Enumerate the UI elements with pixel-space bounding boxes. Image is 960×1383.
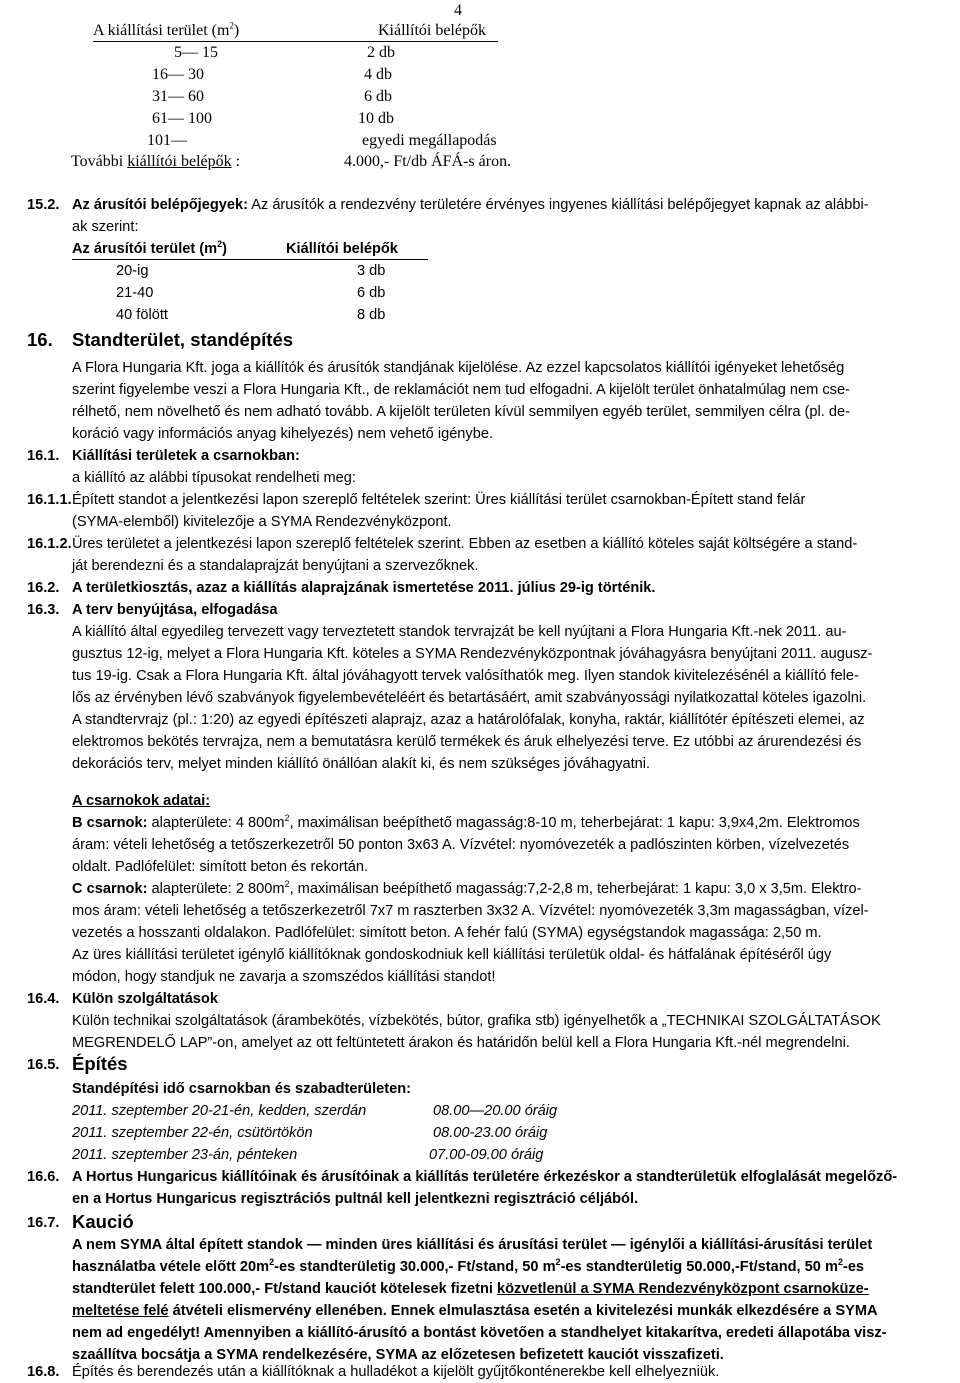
section-16-8-number: 16.8. — [27, 1364, 60, 1380]
section-16-line: koráció vagy információs anyag kihelyezés) nem vehető igénybe. — [72, 426, 494, 442]
section-16-4-title: Külön szolgáltatások — [72, 991, 218, 1007]
section-16-7-title: Kaució — [72, 1211, 134, 1232]
section-16-1-2-line: Üres területet a jelentkezési lapon szereplő feltételek szerint. Ebben az esetben a kiállító köteles saját költségére a stand- — [72, 536, 858, 552]
section-16-7-number: 16.7. — [27, 1215, 60, 1231]
section-16-1-2-line: ját berendezni és a standalaprajzát benyújtani a szervezőknek. — [72, 558, 479, 574]
seller-range: 21-40 — [116, 285, 154, 301]
section-16-line: szerint figyelembe veszi a Flora Hungaria Kft., de reklamációt nem tud elfogadni. A kijelölt terület önhatalmúlag nem cse- — [72, 382, 850, 398]
section-16-number: 16. — [27, 329, 53, 350]
empty-area-line: módon, hogy standjuk ne zavarja a szomszédos kiállítási standot! — [72, 969, 496, 985]
expo-table-head-underline — [93, 41, 498, 42]
section-16-3-line: A standtervrajz (pl.: 1:20) az egyedi építészeti alaprajz, azaz a határolófalak, konyha, raktár, kiállítótér építészeti elemei, az — [72, 712, 865, 728]
section-16-3-line: tus 19-ig. Csak a Flora Hungaria Kft. által jóváhagyott tervek valósíthatók meg. Ilyen standok kivitelezésénél a kiállító fele- — [72, 668, 859, 684]
seller-value: 6 db — [357, 285, 386, 301]
expo-range: 61— 100 — [152, 110, 212, 127]
section-16-1-1-line: (SYMA-elemből) kivitelezője a SYMA Rendezvényközpont. — [72, 514, 452, 530]
section-16-6-line: A Hortus Hungaricus kiállítóinak és árusítóinak a kiállítás területére érkezéskor a standterületük elfoglalását megelőző- — [72, 1169, 898, 1185]
build-time: 08.00-23.00 óráig — [433, 1125, 548, 1141]
expo-range: 16— 30 — [152, 66, 204, 83]
expo-table-head-left: A kiállítási terület $(m^2)$ — [93, 20, 240, 39]
build-time: 07.00-09.00 óráig — [429, 1147, 544, 1163]
expo-range: 101— — [147, 132, 187, 149]
seller-range: 40 fölött — [116, 307, 168, 323]
section-16-8-text: Építés és berendezés után a kiállítóknak a hulladékot a kijelölt gyűjtőkonténerekbe kell elhelyezniük. — [72, 1364, 720, 1380]
build-date: 2011. szeptember 22-én, csütörtökön — [72, 1125, 313, 1141]
section-16-3-line: lős az érvényben lévő szabványok figyelembevételéért és betartásáért, amit szabványossági nyilatkozattal köteles igazolni. — [72, 690, 867, 706]
seller-table-head-right: Kiállítói belépők — [286, 241, 398, 257]
build-date: 2011. szeptember 20-21-én, kedden, szerdán — [72, 1103, 367, 1119]
hall-b-line: B csarnok: alapterülete: 4 $800m^2$, maximálisan beépíthető magasság:8-10 m, teherbejárat: 1 kapu: 3,9x4,2m. Elektromos — [72, 813, 860, 831]
deposit-line: nem ad engedélyt! Amennyiben a kiállító-árusító a bontást követően a standhelyet kitakarítva, eredeti állapotába visz- — [72, 1325, 887, 1341]
section-16-1-1-number: 16.1.1. — [27, 492, 72, 508]
seller-table-head-left: Az árusítói terület $(m^2)$ — [72, 239, 228, 257]
section-16-3-line: elektromos bekötés tervrajza, nem a bemutatásra kerülő termékek és áruk elhelyezési terve. Ez utóbbi az árurendezési és — [72, 734, 862, 750]
section-15-2-line-1: Az árusítói belépőjegyek: Az árusítók a rendezvény területére érvényes ingyenes kiállítási belépőjegyet kapnak az alábbi- — [72, 197, 869, 213]
section-16-line: rélhető, nem növelhető és nem adható tovább. A kijelölt területen kívül semmilyen egyéb terület, semmilyen célra (pl. de- — [72, 404, 850, 420]
section-16-title: Standterület, standépítés — [72, 329, 294, 350]
deposit-line: meltetése felé átvételi elismervény ellenében. Ennek elmulasztása esetén a kivitelezési munkák elkezdésére a SYMA — [72, 1303, 878, 1319]
deposit-line: A nem SYMA által épített standok — minden üres kiállítási és árusítási terület — igénylői a kiállítási-árusítási terület — [72, 1237, 873, 1253]
section-16-5-number: 16.5. — [27, 1057, 60, 1073]
section-16-1-1-line: Épített standot a jelentkezési lapon szereplő feltételek szerint: Üres kiállítási terület csarnokban-Épített stand felár — [72, 492, 806, 508]
section-16-1-text: a kiállító az alábbi típusokat rendelheti meg: — [72, 470, 356, 486]
section-16-line: A Flora Hungaria Kft. joga a kiállítók és árusítók standjának kijelölése. Az ezzel kapcsolatos kiállítói igényeket lehetőség — [72, 360, 845, 376]
expo-table-head-right: Kiállítói belépők — [378, 22, 486, 39]
expo-value: 4 db — [364, 66, 392, 83]
hall-b-line: áram: vételi lehetőség a tetőszerkezetről 50 ponton 3x63 A. Vízvétel: nyomóvezeték a padlószinten körben, vízelvezetés — [72, 837, 850, 853]
deposit-line: standterület felett 100.000,- Ft/stand kauciót kötelesek fizetni közvetlenül a SYMA Rendezvényközpont csarnoküze- — [72, 1281, 869, 1297]
seller-value: 8 db — [357, 307, 386, 323]
deposit-line: használatba vétele előtt $20m^2-es$ standterületig 30.000,- Ft/stand, 50 $m^2-es$ standterületig 50.000,-Ft/stand, 50 $m^2-es$ — [72, 1257, 865, 1275]
hall-c-line: mos áram: vételi lehetőség a tetőszerkezetről 7x7 m raszterben 3x32 A. Vízvétel: nyomóvezeték 3,3m magasságban, vízel- — [72, 903, 869, 919]
section-16-4-line: Külön technikai szolgáltatások (árambekötés, vízbekötés, bútor, grafika stb) igényelhetők a „TECHNIKAI SZOLGÁLTATÁSOK — [72, 1013, 881, 1029]
expo-value: 6 db — [364, 88, 392, 105]
section-16-1-number: 16.1. — [27, 448, 60, 464]
section-16-5-subtitle: Standépítési idő csarnokban és szabadterületen: — [72, 1081, 411, 1097]
section-16-3-number: 16.3. — [27, 602, 60, 618]
halls-title: A csarnokok adatai: — [72, 793, 211, 809]
section-16-3-line: A kiállító által egyedileg tervezett vagy terveztetett standok tervrajzát be kell nyújtani a Flora Hungaria Kft.-nek 2011. au- — [72, 624, 847, 640]
section-16-2-title: A területkiosztás, azaz a kiállítás alaprajzának ismertetése 2011. július 29-ig történik. — [72, 580, 656, 596]
page-number: 4 — [454, 2, 462, 19]
expo-value: 10 db — [358, 110, 394, 127]
expo-range: 5— 15 — [174, 44, 218, 61]
build-date: 2011. szeptember 23-án, pénteken — [72, 1147, 298, 1163]
expo-value: 2 db — [367, 44, 395, 61]
section-16-5-title: Építés — [72, 1053, 128, 1074]
section-16-1-2-number: 16.1.2. — [27, 536, 72, 552]
section-16-2-number: 16.2. — [27, 580, 60, 596]
section-15-2-number: 15.2. — [27, 197, 60, 213]
expo-range: 31— 60 — [152, 88, 204, 105]
section-16-1-title: Kiállítási területek a csarnokban: — [72, 448, 300, 464]
section-16-6-number: 16.6. — [27, 1169, 60, 1185]
section-15-2-line-2: ak szerint: — [72, 219, 139, 235]
seller-value: 3 db — [357, 263, 386, 279]
hall-b-line: oldalt. Padlófelület: simított beton és rekortán. — [72, 859, 369, 875]
expo-extra-value: 4.000,- Ft/db ÁFÁ-s áron. — [344, 153, 512, 170]
empty-area-line: Az üres kiállítási területet igénylő kiállítóknak gondoskodniuk kell kiállítási területük oldal- és hátfalának építéséről úgy — [72, 947, 832, 963]
seller-range: 20-ig — [116, 263, 149, 279]
section-16-3-line: gusztus 12-ig, melyet a Flora Hungaria Kft. köteles a SYMA Rendezvényközpontnak jóváhagyásra benyújtani 2011. augusz- — [72, 646, 873, 662]
hall-c-line: vezetés a hosszanti oldalakon. Padlófelület: simított beton. A fehér falú (SYMA) egységstandok magassága: 2,50 m. — [72, 925, 822, 941]
hall-c-line: C csarnok: alapterülete: 2 $800m^2$, maximálisan beépíthető magasság:7,2-2,8 m, teherbejárat: 1 kapu: 3,0 x 3,5m. Elektro- — [72, 879, 862, 897]
section-16-4-number: 16.4. — [27, 991, 60, 1007]
section-16-3-title: A terv benyújtása, elfogadása — [72, 602, 278, 618]
build-time: 08.00—20.00 óráig — [433, 1103, 558, 1119]
seller-table-head-underline — [72, 259, 428, 260]
expo-value: egyedi megállapodás — [362, 132, 497, 149]
section-16-4-line: MEGRENDELŐ LAP”-on, amelyet az ott feltüntetett árakon és határidőn belül kell a Flora Hungaria Kft.-nél megrendelni. — [72, 1035, 850, 1051]
section-16-3-line: dekorációs terv, melyet minden kiállító önállóan alakít ki, és nem szükséges jóváhagyatni. — [72, 756, 651, 772]
deposit-line: szaállítva bocsátja a SYMA rendelkezésére, SYMA az előzetesen befizetett kauciót visszafizeti. — [72, 1347, 724, 1363]
expo-extra-label: További kiállítói belépők : — [71, 153, 241, 170]
section-16-6-line: en a Hortus Hungaricus regisztrációs pultnál kell jelentkezni regisztráció céljából. — [72, 1191, 639, 1207]
